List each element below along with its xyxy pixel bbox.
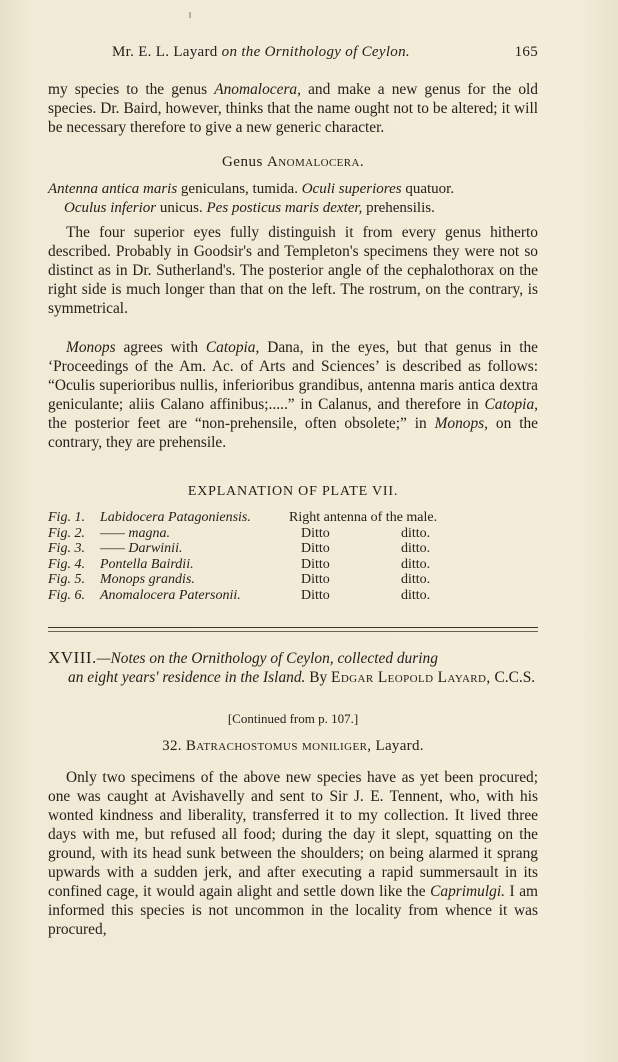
genus-name: Anomalocera, [214, 81, 301, 98]
species-heading [48, 738, 538, 755]
running-head-title [112, 44, 410, 61]
ditto-mark: ditto. [401, 525, 431, 541]
species-name: —— Darwinii. [100, 541, 183, 556]
table-row [48, 557, 478, 573]
continued-note: [Continued from p. 107.] [227, 711, 359, 726]
plate-explanation-heading: EXPLANATION OF PLATE VII. [187, 484, 399, 499]
genus-name: Caprimulgi. [430, 883, 505, 900]
figure-number: Fig. 6. [48, 587, 85, 603]
figure-number: Fig. 5. [48, 572, 85, 587]
ditto-mark: ditto. [401, 572, 431, 587]
figure-number: Fig. 1. [48, 510, 85, 525]
body-part: Ditto [301, 525, 330, 541]
species-name: Anomalocera Patersonii. [100, 587, 241, 603]
table-row [48, 541, 478, 557]
text-run: my species to the genus [48, 81, 215, 98]
diagnosis-text: prehensilis. [362, 200, 435, 216]
plate-explanation-table [48, 510, 478, 603]
text-run: and make a new genus for the old species. Dr. Baird, however, thinks that the name ought not to be altered; it will be necessary therefore to give a new generic character. [48, 81, 538, 136]
print-speck [189, 12, 191, 18]
text-run: Dana, in the eyes, but that genus in the ‘Proceedings of the Am. Ac. of Arts and Sciences’ is described as follows: “Oculis superioribus nullis, inferioribus grandibus, antenna maris antica dextra geniculante; aliis Calano affinibus;.....” in Calanus, and therefore in [48, 339, 538, 413]
article-title [48, 648, 538, 687]
ditto-mark: ditto. [401, 556, 431, 572]
text-run: on the contrary, they are prehensile. [48, 415, 538, 451]
diagnosis-term: Pes posticus maris dexter, [206, 200, 363, 216]
body-part: Ditto [301, 541, 330, 556]
species-authority: Layard. [371, 738, 424, 754]
article-author: Edgar Leopold Layard, [331, 669, 491, 686]
text-run: the posterior feet are “non-prehensile, often obsolete;” in [48, 415, 435, 432]
table-row [48, 572, 478, 588]
text-run: agrees with [115, 339, 206, 356]
genus-name: Catopia, [205, 339, 260, 356]
paragraph-genus-change [48, 80, 538, 137]
genus-name: Monops, [434, 415, 489, 432]
author-credential: C.C.S. [490, 669, 536, 686]
genus-heading-prefix: Genus [221, 154, 268, 170]
table-row [48, 526, 478, 542]
diagnosis-text: unicus. [156, 200, 207, 216]
running-head-author: Mr. E. L. Layard [112, 44, 218, 60]
species-number: 32. [162, 738, 186, 754]
paragraph-superior-eyes: The four superior eyes fully distinguish it from every genus hitherto described. Probably in Goodsir's and Templeton's specimens they were not so distinct as in Dr. Sutherland's. The posterior angle of the cephalothorax on the right side is much longer than that on the left. The rostrum, on the contrary, is symmetrical. [48, 224, 538, 317]
figure-number: Fig. 4. [48, 556, 85, 572]
table-row [48, 510, 478, 526]
body-part: Ditto [301, 587, 330, 603]
article-number: XVIII. [48, 648, 97, 667]
species-name: —— magna. [100, 525, 171, 541]
species-name: Monops grandis. [100, 572, 195, 587]
diagnosis-term: Oculi superiores [301, 181, 402, 197]
diagnosis-term: Oculus inferior [64, 200, 157, 216]
page-number: 165 [514, 44, 538, 60]
section-divider-thin [48, 631, 538, 632]
body-part: Ditto [301, 556, 330, 572]
species-name-heading: Batrachostomus moniliger, [185, 738, 372, 754]
text-run: Only two specimens of the above new species have as yet been procured; one was caught at Avishavelly and sent to Sir J. E. Tennent, who, with his wonted kindness and liberality, transferred it to my collection. It lived three days with me, but refused all food; during the day it slept, squatting on the ground, with its head sunk between the shoulders; on being alarmed it sprang upwards with a sudden jerk, and after executing a rapid summersault in its confined cage, it would again alight and settle down like the [48, 769, 538, 900]
running-head-journal-title: on the Ornithology of Ceylon. [221, 44, 410, 60]
genus-name: Catopia, [484, 396, 538, 413]
figure-number: Fig. 3. [48, 541, 85, 556]
table-row [48, 588, 478, 604]
ditto-mark: ditto. [401, 541, 431, 556]
section-divider [48, 627, 538, 628]
body-part: Right antenna of the male. [289, 510, 438, 525]
ditto-mark: ditto. [401, 587, 431, 603]
genus-heading [48, 154, 538, 171]
byline-prefix: By [305, 669, 332, 686]
genus-heading-name: Anomalocera. [267, 154, 365, 170]
genus-name: Monops [66, 339, 116, 356]
diagnosis-text: geniculans, tumida. [177, 181, 302, 197]
text-run: I am informed this species is not uncommon in the locality from whence it was procured, [48, 883, 538, 938]
paragraph-monops-catopia [48, 338, 538, 452]
species-name: Pontella Bairdii. [100, 556, 194, 572]
diagnosis-term: Antenna antica maris [48, 181, 178, 197]
article-title-line: —Notes on the Ornithology of Ceylon, collected during [96, 650, 438, 667]
figure-number: Fig. 2. [48, 525, 85, 541]
body-part: Ditto [301, 572, 330, 587]
paragraph-specimens [48, 768, 538, 939]
diagnosis-text: quatuor. [401, 181, 455, 197]
genus-diagnosis [48, 180, 538, 218]
article-title-line: an eight years' residence in the Island. [68, 669, 306, 686]
species-name: Labidocera Patagoniensis. [100, 510, 251, 525]
